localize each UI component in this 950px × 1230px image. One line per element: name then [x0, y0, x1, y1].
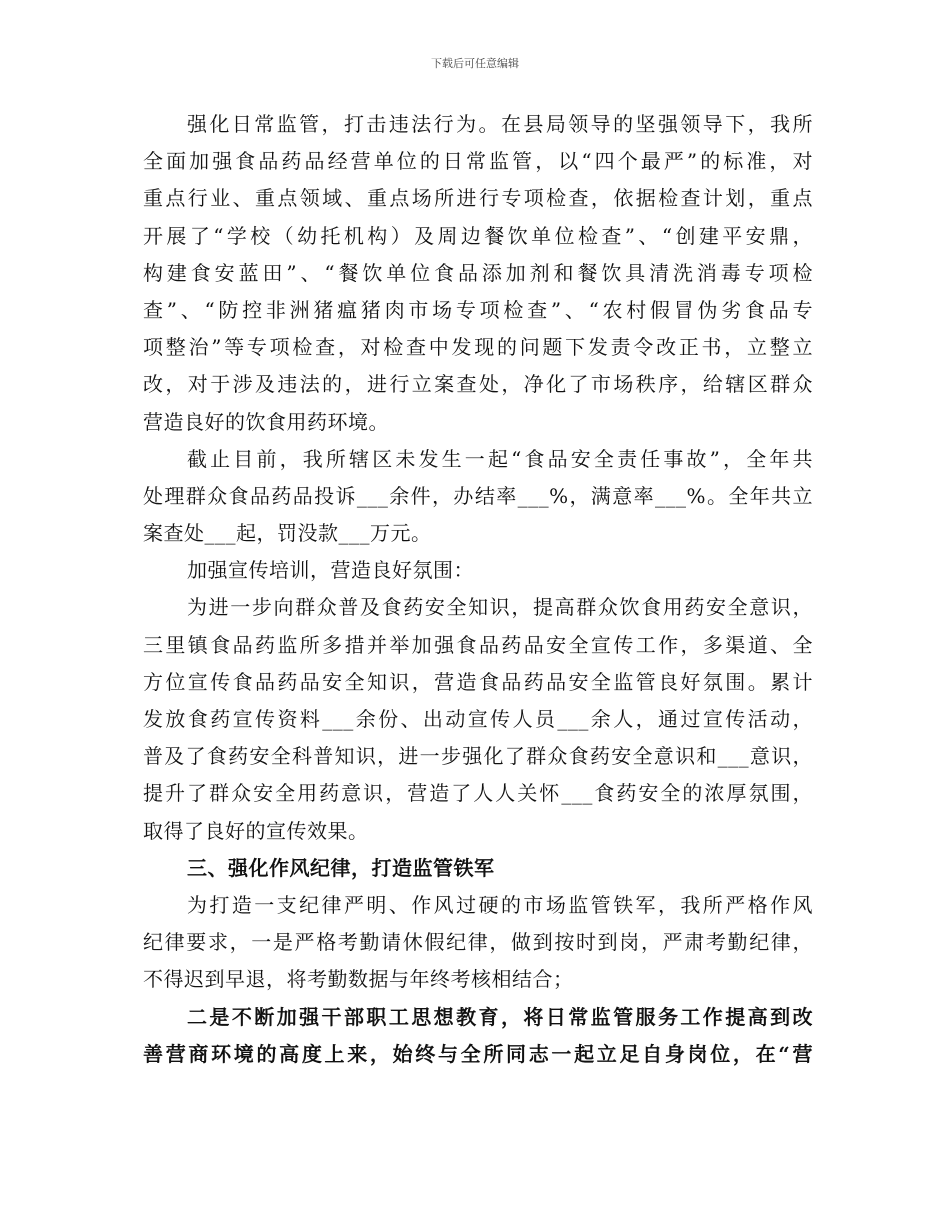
- document-body: [143, 106, 813, 1073]
- text-line: 善营商环境的高度上来，始终与全所同志一起立足自身岗位，在“营: [143, 1041, 813, 1066]
- text-line: 为打造一支纪律严明、作风过硬的市场监管铁军，我所严格作风: [187, 892, 813, 917]
- text-line: 方位宣传食品药品安全知识，营造食品药品安全监管良好氛围。累计: [143, 669, 813, 694]
- text-line: 普及了食药安全科普知识，进一步强化了群众食药安全意识和___意识，: [143, 744, 813, 769]
- text-line: 全面加强食品药品经营单位的日常监管，以“四个最严”的标准，对: [143, 149, 813, 174]
- text-line: 截止目前，我所辖区未发生一起“食品安全责任事故”，全年共: [187, 446, 813, 471]
- text-line: 纪律要求，一是严格考勤请休假纪律，做到按时到岗，严肃考勤纪律，: [143, 930, 813, 955]
- text-line: 查”、“防控非洲猪瘟猪肉市场专项检查”、“农村假冒伪劣食品专: [143, 297, 813, 322]
- text-line: 发放食药宣传资料___余份、出动宣传人员___余人，通过宣传活动，: [143, 707, 813, 731]
- text-line: 加强宣传培训，营造良好氛围：: [187, 558, 474, 583]
- text-line: 取得了良好的宣传效果。: [143, 818, 369, 843]
- text-line: 强化日常监管，打击违法行为。在县局领导的坚强领导下，我所: [187, 112, 813, 136]
- text-line: 提升了群众安全用药意识，营造了人人关怀___食药安全的浓厚氛围，: [143, 781, 813, 806]
- text-line: 营造良好的饮食用药环境。: [143, 409, 389, 434]
- section-heading: 三、强化作风纪律，打造监管铁军: [187, 855, 495, 880]
- text-line: 二是不断加强干部职工思想教育，将日常监管服务工作提高到改: [187, 1004, 813, 1029]
- text-line: 三里镇食品药监所多措并举加强食品药品安全宣传工作，多渠道、全: [143, 632, 813, 657]
- text-line: 案查处___起，罚没款___万元。: [143, 521, 432, 546]
- text-line: 为进一步向群众普及食药安全知识，提高群众饮食用药安全意识，: [187, 595, 813, 620]
- text-line: 开展了“学校（幼托机构）及周边餐饮单位检查”、“创建平安鼎，: [143, 223, 813, 248]
- text-line: 不得迟到早退，将考勤数据与年终考核相结合；: [143, 967, 574, 992]
- text-line: 处理群众食品药品投诉___余件，办结率___%，满意率___%。全年共立: [143, 483, 813, 508]
- text-line: 改，对于涉及违法的，进行立案查处，净化了市场秩序，给辖区群众: [143, 372, 813, 397]
- text-line: 重点行业、重点领域、重点场所进行专项检查，依据检查计划，重点: [143, 186, 813, 211]
- text-line: 项整治”等专项检查，对检查中发现的问题下发责令改正书，立整立: [143, 335, 813, 360]
- text-line: 构建食安蓝田”、“餐饮单位食品添加剂和餐饮具清洗消毒专项检: [143, 260, 813, 285]
- page-header-note: 下载后可任意编辑: [431, 57, 519, 70]
